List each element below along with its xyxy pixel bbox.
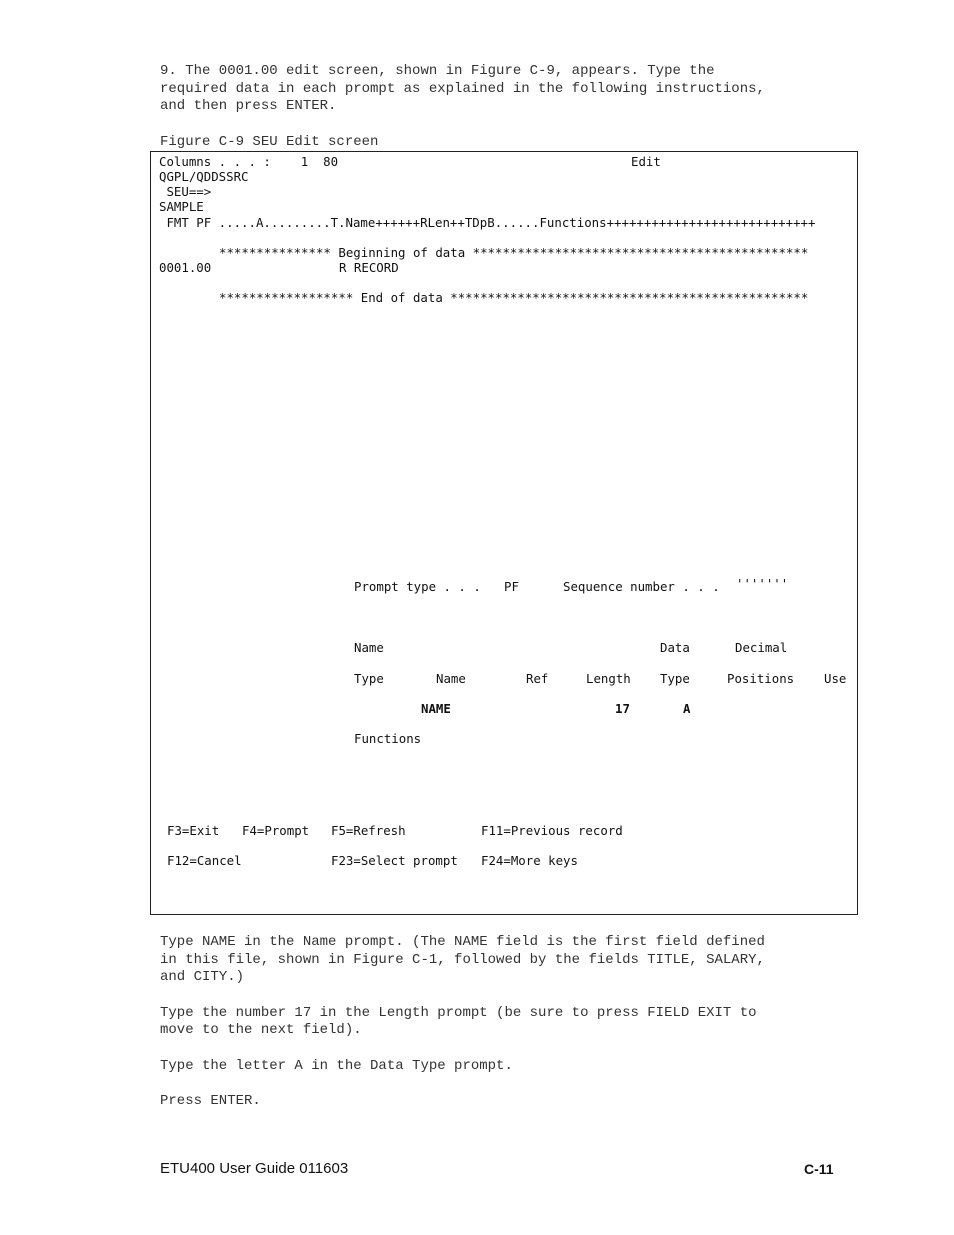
format-line: FMT PF .....A.........T.Name++++++RLen++TDpB......Functions++++++++++++++++++++++++++++ (159, 215, 816, 230)
instruction-name-line-3: and CITY.) (160, 969, 245, 985)
intro-line-2: required data in each prompt as explained in the following instructions, (160, 81, 765, 97)
page-number: C-11 (804, 1161, 834, 1177)
header-data-type: Type (660, 671, 690, 686)
header-name-type: Type (354, 671, 384, 686)
f24-more-keys-key[interactable]: F24=More keys (481, 853, 578, 868)
instruction-press-enter: Press ENTER. (160, 1093, 261, 1109)
sequence-number-value[interactable]: ''''''' (736, 576, 789, 591)
figure-caption: Figure C-9 SEU Edit screen (160, 134, 379, 150)
instruction-name-line-2: in this file, shown in Figure C-1, followed by the fields TITLE, SALARY, (160, 952, 765, 968)
f4-prompt-key[interactable]: F4=Prompt (242, 823, 310, 838)
seu-command-line[interactable]: SEU==> (159, 184, 212, 199)
header-decimal-positions: Positions (727, 671, 795, 686)
record-sequence-number[interactable]: 0001.00 (159, 260, 212, 275)
header-ref: Ref (526, 671, 549, 686)
end-of-data: ****************** End of data ************************************************ (219, 290, 809, 305)
header-length: Length (586, 671, 631, 686)
header-data-top: Data (660, 640, 690, 655)
beginning-of-data: *************** Beginning of data ********************************************* (219, 245, 809, 260)
instruction-data-type: Type the letter A in the Data Type prompt. (160, 1058, 513, 1074)
data-type-field-input[interactable]: A (683, 701, 691, 716)
functions-label: Functions (354, 731, 422, 746)
edit-mode-label: Edit (631, 154, 661, 169)
prompt-type-value: PF (504, 579, 519, 594)
record-statement[interactable]: R RECORD (339, 260, 399, 275)
header-name-type-top: Name (354, 640, 384, 655)
f3-exit-key[interactable]: F3=Exit (167, 823, 220, 838)
prompt-type-label: Prompt type . . . (354, 579, 481, 594)
instruction-name-line-1: Type NAME in the Name prompt. (The NAME field is the first field defined (160, 934, 765, 950)
header-name: Name (436, 671, 466, 686)
instruction-length-line-1: Type the number 17 in the Length prompt (be sure to press FIELD EXIT to (160, 1005, 757, 1021)
columns-indicator: Columns . . . : 1 80 (159, 154, 339, 169)
seu-edit-screen (150, 151, 858, 915)
library-file: QGPL/QDDSSRC (159, 169, 249, 184)
member-name: SAMPLE (159, 199, 204, 214)
f23-select-prompt-key[interactable]: F23=Select prompt (331, 853, 458, 868)
intro-line-1: 9. The 0001.00 edit screen, shown in Figure C-9, appears. Type the (160, 63, 715, 79)
f11-previous-record-key[interactable]: F11=Previous record (481, 823, 623, 838)
f5-refresh-key[interactable]: F5=Refresh (331, 823, 406, 838)
instruction-length-line-2: move to the next field). (160, 1022, 362, 1038)
header-decimal-top: Decimal (735, 640, 788, 655)
f12-cancel-key[interactable]: F12=Cancel (167, 853, 242, 868)
sequence-number-label: Sequence number . . . (563, 579, 720, 594)
header-use: Use (824, 671, 847, 686)
length-field-input[interactable]: 17 (615, 701, 630, 716)
name-field-input[interactable]: NAME (421, 701, 451, 716)
footer-guide-title: ETU400 User Guide 011603 (160, 1160, 349, 1177)
intro-line-3: and then press ENTER. (160, 98, 337, 114)
